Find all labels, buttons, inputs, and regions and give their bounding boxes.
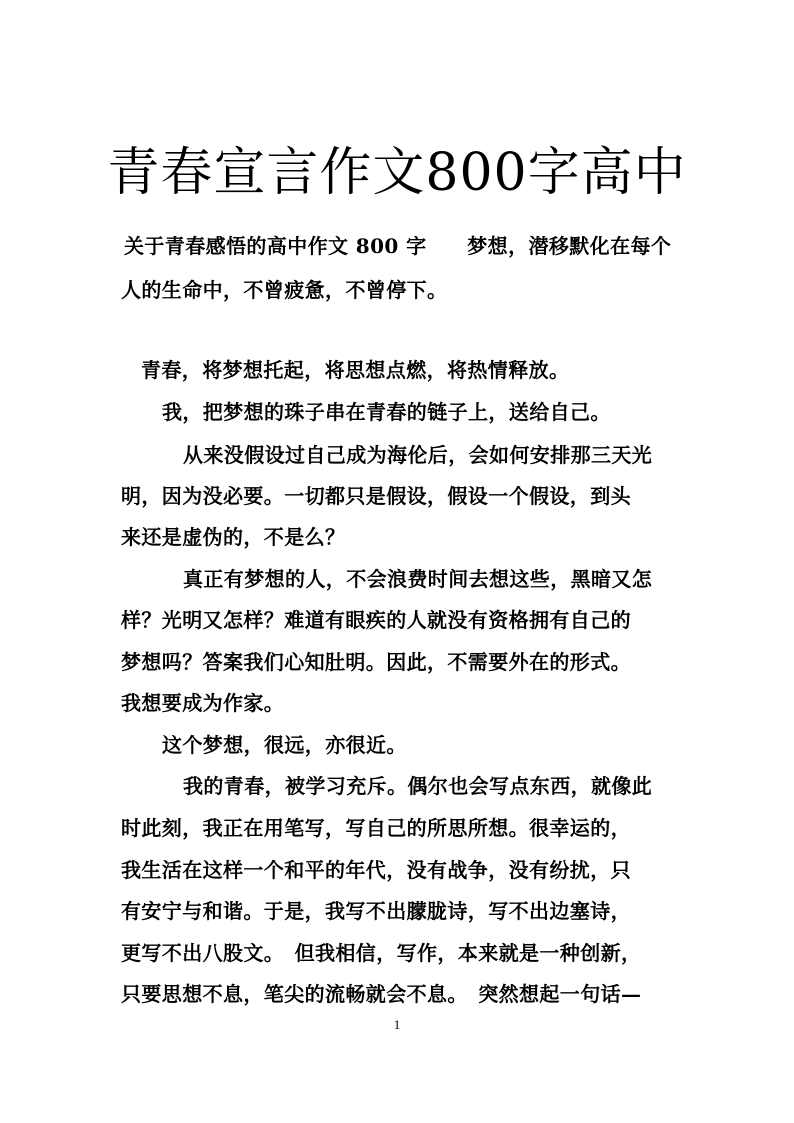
paragraph-line: 明，因为没必要。一切都只是假设，假设一个假设，到头 (121, 484, 631, 508)
paragraph-line: 有安宁与和谐。于是，我写不出朦胧诗，写不出边塞诗， (121, 899, 631, 923)
page-number: 1 (393, 1017, 401, 1032)
paragraph-line: 人的生命中，不曾疲惫，不曾停下。 (121, 278, 448, 302)
paragraph-line: 时此刻，我正在用笔写，写自己的所思所想。很幸运的， (121, 816, 631, 840)
paragraph-line: 我想要成为作家。 (121, 691, 285, 715)
paragraph-line: 我生活在这样一个和平的年代，没有战争，没有纷扰，只 (121, 858, 631, 882)
paragraph-line: 我的青春，被学习充斥。偶尔也会写点东西，就像此 (183, 774, 653, 798)
paragraph-line: 来还是虚伪的，不是么？ (121, 525, 346, 549)
paragraph-line: 我，把梦想的珠子串在青春的链子上，送给自己。 (162, 400, 611, 424)
paragraph-line: 只要思想不息，笔尖的流畅就会不息。 突然想起一句话— (121, 982, 642, 1006)
paragraph-line: 梦想吗？答案我们心知肚明。因此，不需要外在的形式。 (121, 650, 631, 674)
paragraph-line: 关于青春感悟的高中作文 800 字 梦想，潜移默化在每个 (124, 234, 672, 258)
paragraph-line: 真正有梦想的人，不会浪费时间去想这些，黑暗又怎 (183, 567, 653, 591)
paragraph-line: 从来没假设过自己成为海伦后，会如何安排那三天光 (183, 443, 653, 467)
paragraph-line: 这个梦想，很远，亦很近。 (162, 733, 407, 757)
document-title: 青春宣言作文800字高中 (107, 143, 687, 203)
paragraph-line: 青春，将梦想托起，将思想点燃，将热情释放。 (141, 358, 570, 382)
paragraph-line: 样？光明又怎样？难道有眼疾的人就没有资格拥有自己的 (121, 608, 631, 632)
paragraph-line: 更写不出八股文。 但我相信，写作，本来就是一种创新， (121, 941, 642, 965)
